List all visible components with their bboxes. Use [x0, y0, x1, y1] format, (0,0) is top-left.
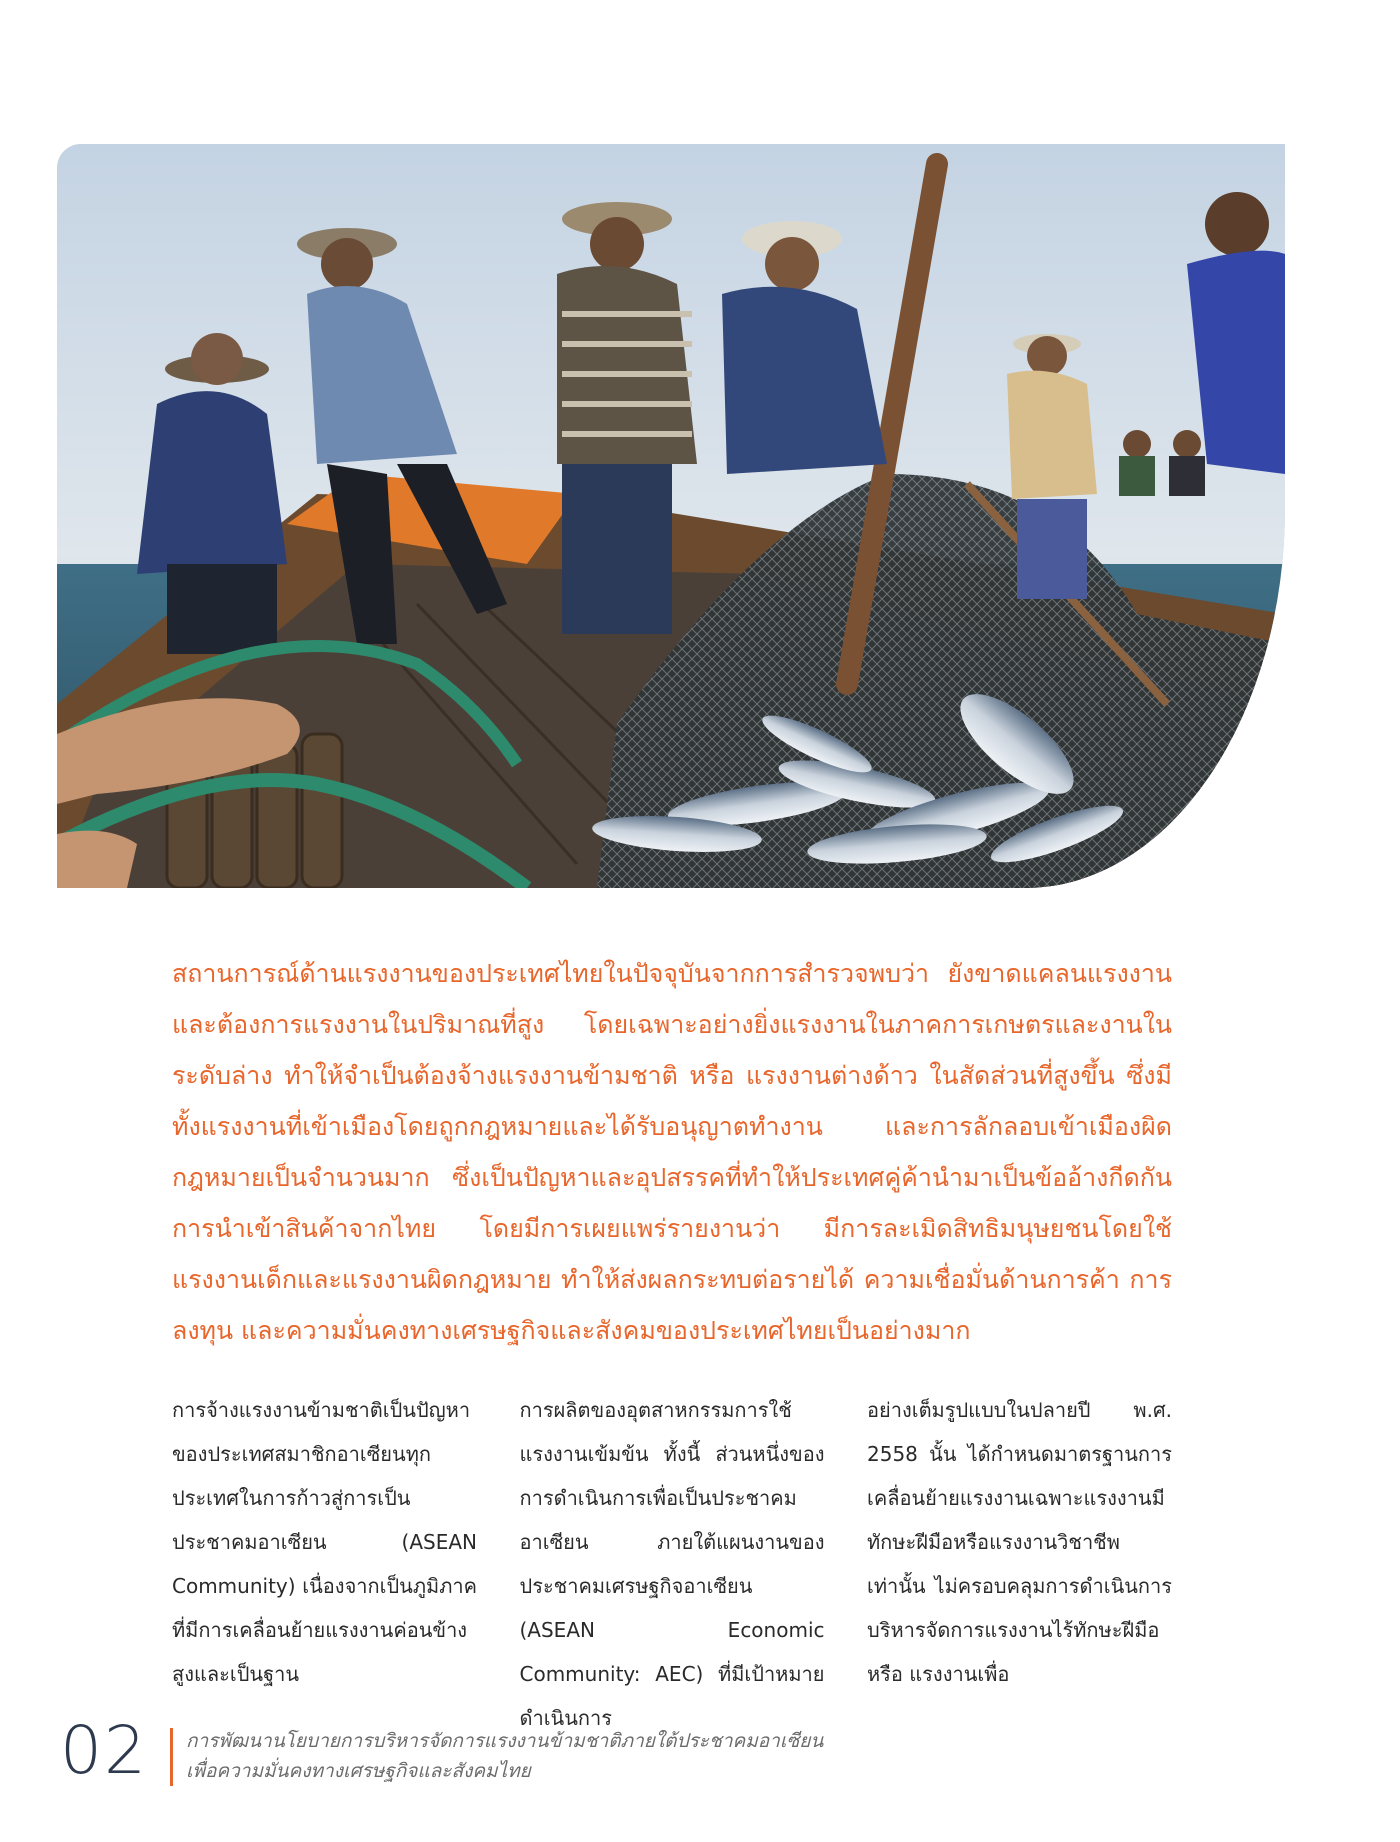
- page-footer: [60, 1712, 1060, 1798]
- footer-title-line-1: การพัฒนานโยบายการบริหารจัดการแรงงานข้ามชาติภายใต้ประชาคมอาเซียน: [186, 1730, 824, 1752]
- fishermen-hauling-net-icon: [57, 144, 1285, 888]
- footer-title-line-2: เพื่อความมั่นคงทางเศรษฐกิจและสังคมไทย: [186, 1760, 531, 1782]
- cover-photo: [57, 144, 1285, 888]
- page-number: 02: [60, 1712, 148, 1789]
- footer-title: [186, 1726, 1046, 1786]
- footer-divider: [170, 1728, 173, 1786]
- body-column-2: การผลิตของอุตสาหกรรมการใช้แรงงานเข้มข้น ทั้งนี้ ส่วนหนึ่งของการดำเนินการเพื่อเป็นประชาคมอาเซียน ภายใต้แผนงานของประชาคมเศรษฐกิจอาเซียน (ASEAN Economic Community: AEC) ที่มีเป้าหมายดำเนินการ: [519, 1398, 825, 1730]
- lead-paragraph: สถานการณ์ด้านแรงงานของประเทศไทยในปัจจุบันจากการสำรวจพบว่า ยังขาดแคลนแรงงานและต้องการแรงงานในปริมาณที่สูง โดยเฉพาะอย่างยิ่งแรงงานในภาคการเกษตรและงานในระดับล่าง ทำให้จำเป็นต้องจ้างแรงงานข้ามชาติ หรือ แรงงานต่างด้าว ในสัดส่วนที่สูงขึ้น ซึ่งมีทั้งแรงงานที่เข้าเมืองโดยถูกกฎหมายและได้รับอนุญาตทำงาน และการลักลอบเข้าเมืองผิดกฎหมายเป็นจำนวนมาก ซึ่งเป็นปัญหาและอุปสรรคที่ทำให้ประเทศคู่ค้านำมาเป็นข้ออ้างกีดกันการนำเข้าสินค้าจากไทย โดยมีการเผยแพร่รายงานว่า มีการละเมิดสิทธิมนุษยชนโดยใช้แรงงานเด็กและแรงงานผิดกฎหมาย ทำให้ส่งผลกระทบต่อรายได้ ความเชื่อมั่นด้านการค้า การลงทุน และความมั่นคงทางเศรษฐกิจและสังคมของประเทศไทยเป็นอย่างมาก: [172, 959, 1172, 1345]
- body-column-3: อย่างเต็มรูปแบบในปลายปี พ.ศ. 2558 นั้น ได้กำหนดมาตรฐานการเคลื่อนย้ายแรงงานเฉพาะแรงงานมีทักษะฝีมือหรือแรงงานวิชาชีพเท่านั้น ไม่ครอบคลุมการดำเนินการบริหารจัดการแรงงานไร้ทักษะฝีมือ หรือ แรงงานเพื่อ: [867, 1398, 1172, 1686]
- body-columns: [172, 1388, 1172, 1730]
- body-column-1: การจ้างแรงงานข้ามชาติเป็นปัญหาของประเทศสมาชิกอาเซียนทุกประเทศในการก้าวสู่การเป็นประชาคมอาเซียน (ASEAN Community) เนื่องจากเป็นภูมิภาคที่มีการเคลื่อนย้ายแรงงานค่อนข้างสูงและเป็นฐาน: [172, 1398, 477, 1686]
